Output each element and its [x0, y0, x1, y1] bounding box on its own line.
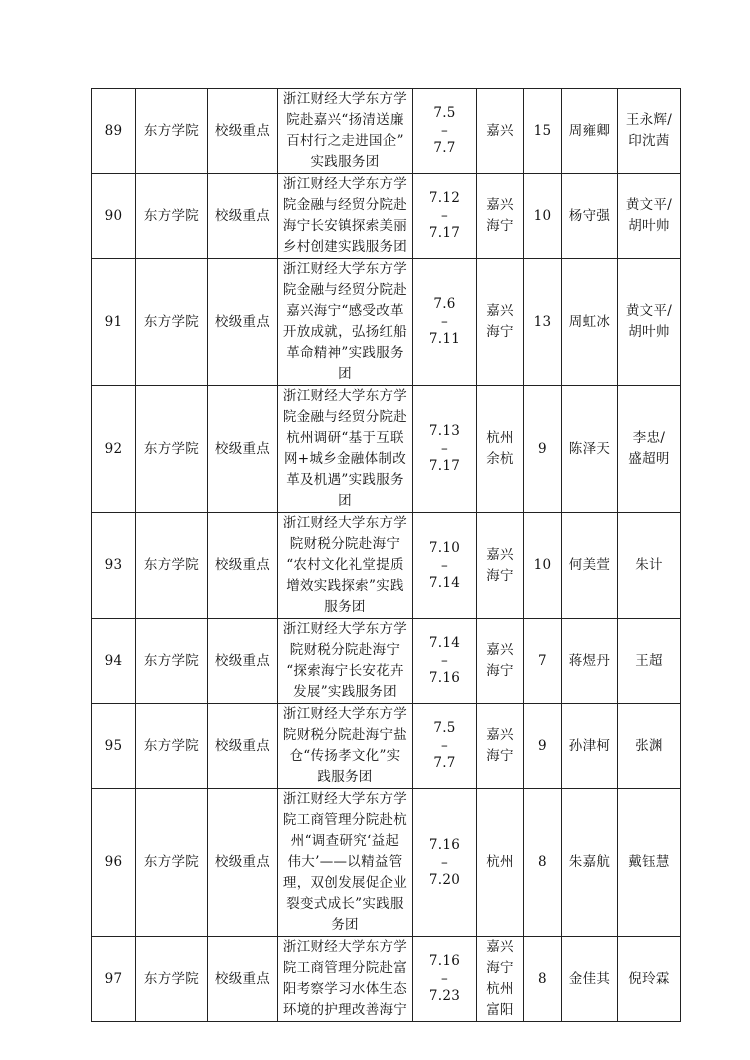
date-part: 7.13: [428, 423, 461, 439]
project-name-cell-line: 伟大’——以精益管: [287, 854, 403, 870]
project-name-cell-line: 院工商管理分院赴富: [282, 960, 408, 976]
advisor-cell-line: 胡叶帅: [628, 324, 670, 340]
member-count-cell: 9: [524, 386, 562, 513]
date-part: 7.12: [428, 190, 461, 206]
row-number-cell: 97: [92, 937, 136, 1022]
college-cell: 东方学院: [136, 619, 208, 704]
project-name-cell-line: 浙江财经大学东方学: [282, 706, 408, 722]
leader-cell: 何美萱: [562, 513, 618, 619]
advisor-cell-line: 戴钰慧: [628, 854, 670, 870]
advisor-cell-line: 张渊: [635, 737, 663, 754]
member-count-cell: 9: [524, 704, 562, 789]
date-part: –: [440, 441, 449, 457]
college-cell: 东方学院: [136, 89, 208, 174]
date-cell: [413, 386, 477, 513]
college-cell: 东方学院: [136, 789, 208, 937]
location-cell: [477, 619, 524, 704]
location-cell-line: 杭州: [486, 430, 514, 446]
project-name-cell-line: 团: [338, 493, 352, 509]
project-name-cell-line: “农村文化礼堂提质: [286, 557, 404, 573]
advisor-cell: [618, 704, 681, 789]
date-part: 7.14: [428, 635, 461, 651]
location-cell-line: 嘉兴: [486, 303, 514, 319]
row-number-cell: 96: [92, 789, 136, 937]
location-cell-line: 海宁: [486, 748, 514, 764]
project-name-cell-line: 浙江财经大学东方学: [282, 91, 408, 107]
location-cell-line: 海宁: [486, 324, 514, 340]
project-name-cell: [278, 704, 413, 789]
project-name-cell-line: 院金融与经贸分院赴: [282, 409, 408, 425]
date-part: 7.17: [428, 225, 461, 241]
advisor-cell-line: 王永辉/: [625, 112, 673, 128]
level-cell: 校级重点: [208, 619, 278, 704]
date-part: 7.16: [428, 836, 461, 853]
project-name-cell-line: 务团: [331, 917, 359, 933]
date-cell: [413, 704, 477, 789]
location-cell-line: 嘉兴: [486, 727, 514, 743]
date-part: 7.11: [428, 331, 461, 347]
table-row: [92, 259, 681, 386]
level-cell: 校级重点: [208, 174, 278, 259]
date-part: –: [440, 971, 449, 987]
location-cell-line: 海宁: [486, 960, 514, 976]
location-cell-line: 嘉兴: [486, 642, 514, 658]
row-number-cell: 89: [92, 89, 136, 174]
advisor-cell-line: 黄文平/: [625, 303, 673, 319]
table-row: [92, 89, 681, 174]
leader-cell: 周雍卿: [562, 89, 618, 174]
location-cell-line: 余杭: [486, 451, 514, 467]
advisor-cell-line: 李忠/: [632, 430, 666, 446]
project-name-cell-line: 实践服务团: [310, 154, 380, 170]
date-part: 7.23: [428, 988, 461, 1004]
project-name-cell: [278, 386, 413, 513]
project-table: [91, 88, 681, 1022]
project-name-cell-line: 百村行之走进国企”: [286, 133, 404, 149]
project-name-cell-line: 仓“传扬孝文化”实: [289, 748, 401, 764]
row-number-cell: 94: [92, 619, 136, 704]
row-number-cell: 90: [92, 174, 136, 259]
member-count-cell: 8: [524, 789, 562, 937]
project-name-cell-line: 院财税分院赴海宁盐: [282, 727, 408, 743]
project-name-cell-line: 浙江财经大学东方学: [282, 939, 408, 955]
date-cell: [413, 259, 477, 386]
table-row: [92, 174, 681, 259]
leader-cell: 孙津柯: [562, 704, 618, 789]
project-name-cell: [278, 937, 413, 1022]
project-name-cell-line: 州“调查研究‘益起: [290, 833, 400, 849]
location-cell: [477, 513, 524, 619]
location-cell: [477, 386, 524, 513]
project-name-cell-line: 浙江财经大学东方学: [282, 791, 408, 807]
advisor-cell: [618, 513, 681, 619]
college-cell: 东方学院: [136, 174, 208, 259]
leader-cell: 杨守强: [562, 174, 618, 259]
project-name-cell-line: 革及机遇”实践服务: [286, 472, 404, 488]
advisor-cell: [618, 789, 681, 937]
advisor-cell-line: 王超: [635, 652, 663, 669]
project-name-cell-line: 阳考察学习水体生态: [282, 981, 408, 997]
table-row: [92, 789, 681, 937]
level-cell: 校级重点: [208, 513, 278, 619]
project-name-cell-line: 开放成就，弘扬红船: [282, 324, 408, 340]
project-name-cell: [278, 619, 413, 704]
location-cell-line: 海宁: [486, 567, 514, 584]
member-count-cell: 8: [524, 937, 562, 1022]
level-cell: 校级重点: [208, 89, 278, 174]
table-row: [92, 619, 681, 704]
level-cell: 校级重点: [208, 386, 278, 513]
leader-cell: 蒋煜丹: [562, 619, 618, 704]
college-cell: 东方学院: [136, 704, 208, 789]
level-cell: 校级重点: [208, 704, 278, 789]
leader-cell: 陈泽天: [562, 386, 618, 513]
date-cell: [413, 89, 477, 174]
college-cell: 东方学院: [136, 937, 208, 1022]
advisor-cell-line: 黄文平/: [625, 197, 673, 213]
date-part: –: [440, 854, 449, 871]
project-name-cell-line: 杭州调研“基于互联: [286, 430, 404, 446]
level-cell: 校级重点: [208, 259, 278, 386]
date-part: 7.20: [428, 871, 461, 888]
college-cell: 东方学院: [136, 513, 208, 619]
location-cell-line: 富阳: [486, 1002, 514, 1018]
location-cell-line: 嘉兴: [486, 546, 514, 563]
location-cell-line: 海宁: [486, 218, 514, 234]
project-name-cell: [278, 174, 413, 259]
project-name-cell-line: 革命精神”实践服务: [286, 345, 404, 361]
project-name-cell-line: 网+城乡金融体制改: [283, 451, 406, 467]
date-part: –: [440, 123, 449, 139]
project-name-cell: [278, 513, 413, 619]
project-name-cell-line: 乡村创建实践服务团: [282, 239, 408, 255]
advisor-cell: [618, 89, 681, 174]
location-cell: [477, 259, 524, 386]
level-cell: 校级重点: [208, 937, 278, 1022]
location-cell: [477, 89, 524, 174]
row-number-cell: 93: [92, 513, 136, 619]
date-part: 7.7: [433, 755, 456, 771]
location-cell-line: 杭州: [486, 854, 514, 870]
advisor-cell: [618, 619, 681, 704]
leader-cell: 朱嘉航: [562, 789, 618, 937]
project-name-cell-line: 浙江财经大学东方学: [282, 176, 408, 192]
date-cell: [413, 937, 477, 1022]
date-part: –: [440, 314, 449, 330]
project-name-cell-line: 裂变式成长”实践服: [286, 896, 404, 912]
location-cell: [477, 937, 524, 1022]
row-number-cell: 92: [92, 386, 136, 513]
date-part: 7.16: [428, 953, 461, 969]
college-cell: 东方学院: [136, 386, 208, 513]
leader-cell: 金佳其: [562, 937, 618, 1022]
date-cell: [413, 619, 477, 704]
level-cell: 校级重点: [208, 789, 278, 937]
date-part: –: [440, 738, 449, 754]
table-row: [92, 386, 681, 513]
date-part: 7.14: [428, 574, 461, 591]
project-name-cell-line: 海宁长安镇探索美丽: [282, 218, 408, 234]
advisor-cell: [618, 174, 681, 259]
project-name-cell-line: 院财税分院赴海宁: [289, 642, 401, 658]
advisor-cell-line: 倪玲霖: [628, 970, 670, 987]
project-name-cell: [278, 89, 413, 174]
advisor-cell-line: 印沈茜: [628, 133, 670, 149]
project-name-cell-line: 浙江财经大学东方学: [282, 388, 408, 404]
date-part: –: [440, 208, 449, 224]
advisor-cell: [618, 937, 681, 1022]
project-name-cell-line: 增效实践探索”实践: [286, 578, 404, 594]
location-cell: [477, 704, 524, 789]
member-count-cell: 15: [524, 89, 562, 174]
project-name-cell-line: 团: [338, 366, 352, 382]
project-name-cell-line: 浙江财经大学东方学: [282, 515, 408, 531]
project-name-cell-line: 践服务团: [317, 769, 373, 785]
table-row: [92, 937, 681, 1022]
location-cell: [477, 174, 524, 259]
leader-cell: 周虹冰: [562, 259, 618, 386]
member-count-cell: 7: [524, 619, 562, 704]
project-name-cell-line: 院工商管理分院赴杭: [282, 812, 408, 828]
project-name-cell-line: 浙江财经大学东方学: [282, 261, 408, 277]
project-name-cell-line: “探索海宁长安花卉: [286, 663, 404, 679]
project-name-cell-line: 院金融与经贸分院赴: [282, 282, 408, 298]
college-cell: 东方学院: [136, 259, 208, 386]
table-row: [92, 704, 681, 789]
date-part: 7.10: [428, 539, 461, 556]
location-cell-line: 海宁: [486, 663, 514, 679]
date-part: –: [440, 653, 449, 669]
date-cell: [413, 174, 477, 259]
project-name-cell-line: 环境的护理改善海宁: [282, 1002, 408, 1018]
project-name-cell: [278, 789, 413, 937]
advisor-cell-line: 盛超明: [628, 451, 670, 467]
date-part: 7.6: [433, 296, 456, 312]
project-name-cell-line: 理，双创发展促企业: [282, 875, 408, 891]
location-cell-line: 嘉兴: [486, 939, 514, 955]
advisor-cell-line: 朱计: [635, 557, 663, 573]
project-name-cell-line: 浙江财经大学东方学: [282, 621, 408, 637]
member-count-cell: 10: [524, 513, 562, 619]
row-number-cell: 95: [92, 704, 136, 789]
date-part: –: [440, 557, 449, 574]
project-name-cell: [278, 259, 413, 386]
date-part: 7.7: [433, 140, 456, 156]
row-number-cell: 91: [92, 259, 136, 386]
location-cell-line: 嘉兴: [486, 197, 514, 213]
location-cell-line: 杭州: [486, 981, 514, 997]
member-count-cell: 13: [524, 259, 562, 386]
advisor-cell: [618, 386, 681, 513]
date-cell: [413, 789, 477, 937]
date-part: 7.17: [428, 458, 461, 474]
date-part: 7.16: [428, 670, 461, 686]
advisor-cell: [618, 259, 681, 386]
date-part: 7.5: [433, 720, 456, 736]
project-name-cell-line: 服务团: [324, 599, 366, 615]
project-name-cell-line: 发展”实践服务团: [293, 684, 397, 700]
project-name-cell-line: 院金融与经贸分院赴: [282, 197, 408, 213]
location-cell-line: 嘉兴: [486, 122, 514, 139]
project-name-cell-line: 嘉兴海宁“感受改革: [286, 303, 404, 319]
project-name-cell-line: 院财税分院赴海宁: [289, 536, 401, 552]
date-cell: [413, 513, 477, 619]
date-part: 7.5: [433, 105, 456, 121]
advisor-cell-line: 胡叶帅: [628, 218, 670, 234]
member-count-cell: 10: [524, 174, 562, 259]
table-row: [92, 513, 681, 619]
project-name-cell-line: 院赴嘉兴“扬清送廉: [286, 112, 404, 128]
location-cell: [477, 789, 524, 937]
